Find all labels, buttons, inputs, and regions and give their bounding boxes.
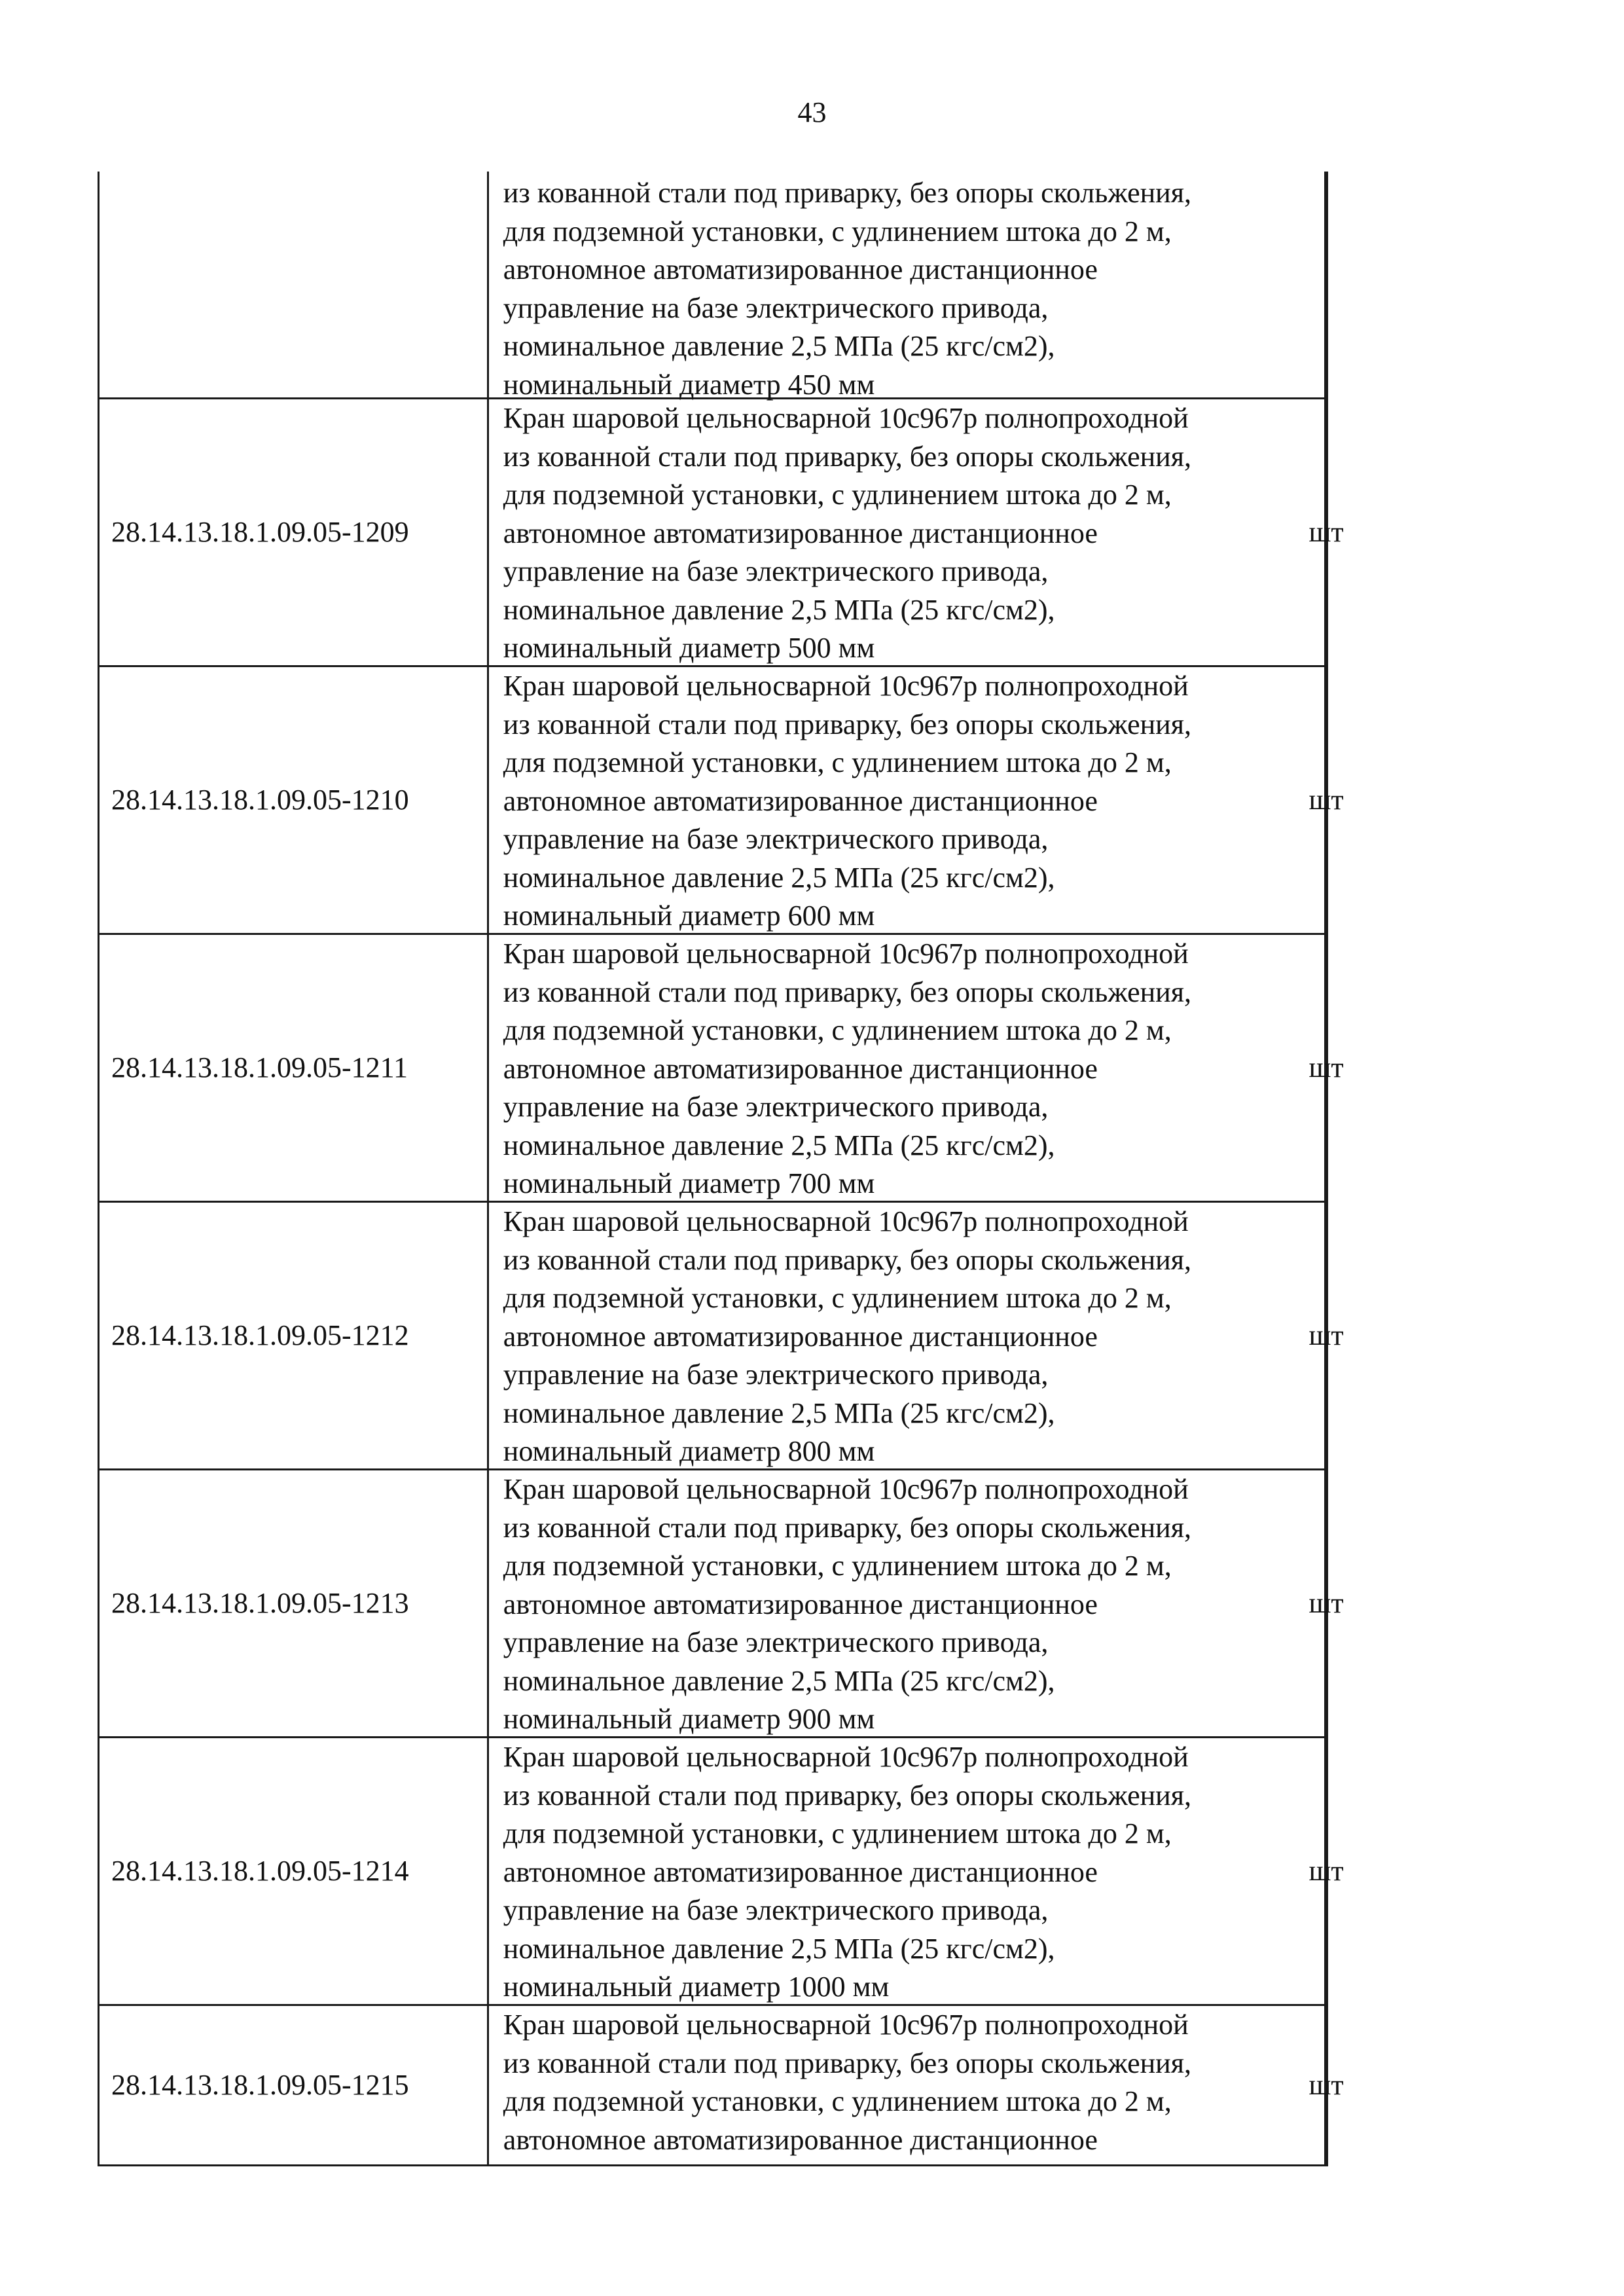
table-row <box>98 399 1344 667</box>
table-row <box>98 1470 1344 1738</box>
code-cell: 28.14.13.18.1.09.05-1214 <box>98 1738 487 2004</box>
unit-cell: шт <box>1324 2006 1328 2164</box>
unit-cell: шт <box>1324 1203 1328 1468</box>
code-cell: 28.14.13.18.1.09.05-1210 <box>98 667 487 933</box>
unit-cell: шт <box>1324 935 1328 1201</box>
table-row <box>98 2006 1344 2166</box>
table-row <box>98 667 1344 935</box>
code-cell: 28.14.13.18.1.09.05-1215 <box>98 2006 487 2164</box>
description-cell: Кран шаровой цельносварной 10с967р полнопроходной из кованной стали под приварку, без опоры скольжения, для подземной установки, с удлинением штока до 2 м, автономное автоматизированное дистанционное управление на базе электрического привода, номинальное давление 2,5 МПа (25 кгс/см2), номинальный диаметр 1000 мм <box>487 1738 1324 2004</box>
description-cell: Кран шаровой цельносварной 10с967р полнопроходной из кованной стали под приварку, без опоры скольжения, для подземной установки, с удлинением штока до 2 м, автономное автоматизированное дистанционное управление на базе электрического привода, номинальное давление 2,5 МПа (25 кгс/см2), номинальный диаметр 500 мм <box>487 399 1324 665</box>
code-cell <box>98 172 487 397</box>
code-cell: 28.14.13.18.1.09.05-1213 <box>98 1470 487 1736</box>
unit-cell: шт <box>1324 399 1328 665</box>
unit-cell: шт <box>1324 1738 1328 2004</box>
code-cell: 28.14.13.18.1.09.05-1209 <box>98 399 487 665</box>
unit-cell <box>1324 172 1328 397</box>
table-row-continuation <box>98 172 1328 399</box>
table-row <box>98 1738 1344 2006</box>
code-cell: 28.14.13.18.1.09.05-1211 <box>98 935 487 1201</box>
description-cell: Кран шаровой цельносварной 10с967р полнопроходной из кованной стали под приварку, без опоры скольжения, для подземной установки, с удлинением штока до 2 м, автономное автоматизированное дистанционное управление на базе электрического привода, номинальное давление 2,5 МПа (25 кгс/см2), номинальный диаметр 800 мм <box>487 1203 1324 1468</box>
code-cell: 28.14.13.18.1.09.05-1212 <box>98 1203 487 1468</box>
table-row <box>98 935 1344 1203</box>
description-cell: из кованной стали под приварку, без опоры скольжения, для подземной установки, с удлинением штока до 2 м, автономное автоматизированное дистанционное управление на базе электрического привода, номинальное давление 2,5 МПа (25 кгс/см2), номинальный диаметр 450 мм <box>487 172 1324 397</box>
description-cell: Кран шаровой цельносварной 10с967р полнопроходной из кованной стали под приварку, без опоры скольжения, для подземной установки, с удлинением штока до 2 м, автономное автоматизированное дистанционное <box>487 2006 1324 2164</box>
page-number: 43 <box>797 96 827 128</box>
description-cell: Кран шаровой цельносварной 10с967р полнопроходной из кованной стали под приварку, без опоры скольжения, для подземной установки, с удлинением штока до 2 м, автономное автоматизированное дистанционное управление на базе электрического привода, номинальное давление 2,5 МПа (25 кгс/см2), номинальный диаметр 600 мм <box>487 667 1324 933</box>
unit-cell: шт <box>1324 1470 1328 1736</box>
description-cell: Кран шаровой цельносварной 10с967р полнопроходной из кованной стали под приварку, без опоры скольжения, для подземной установки, с удлинением штока до 2 м, автономное автоматизированное дистанционное управление на базе электрического привода, номинальное давление 2,5 МПа (25 кгс/см2), номинальный диаметр 900 мм <box>487 1470 1324 1736</box>
equipment-table <box>98 172 1344 2166</box>
description-cell: Кран шаровой цельносварной 10с967р полнопроходной из кованной стали под приварку, без опоры скольжения, для подземной установки, с удлинением штока до 2 м, автономное автоматизированное дистанционное управление на базе электрического привода, номинальное давление 2,5 МПа (25 кгс/см2), номинальный диаметр 700 мм <box>487 935 1324 1201</box>
unit-cell: шт <box>1324 667 1328 933</box>
table-row <box>98 1203 1344 1470</box>
